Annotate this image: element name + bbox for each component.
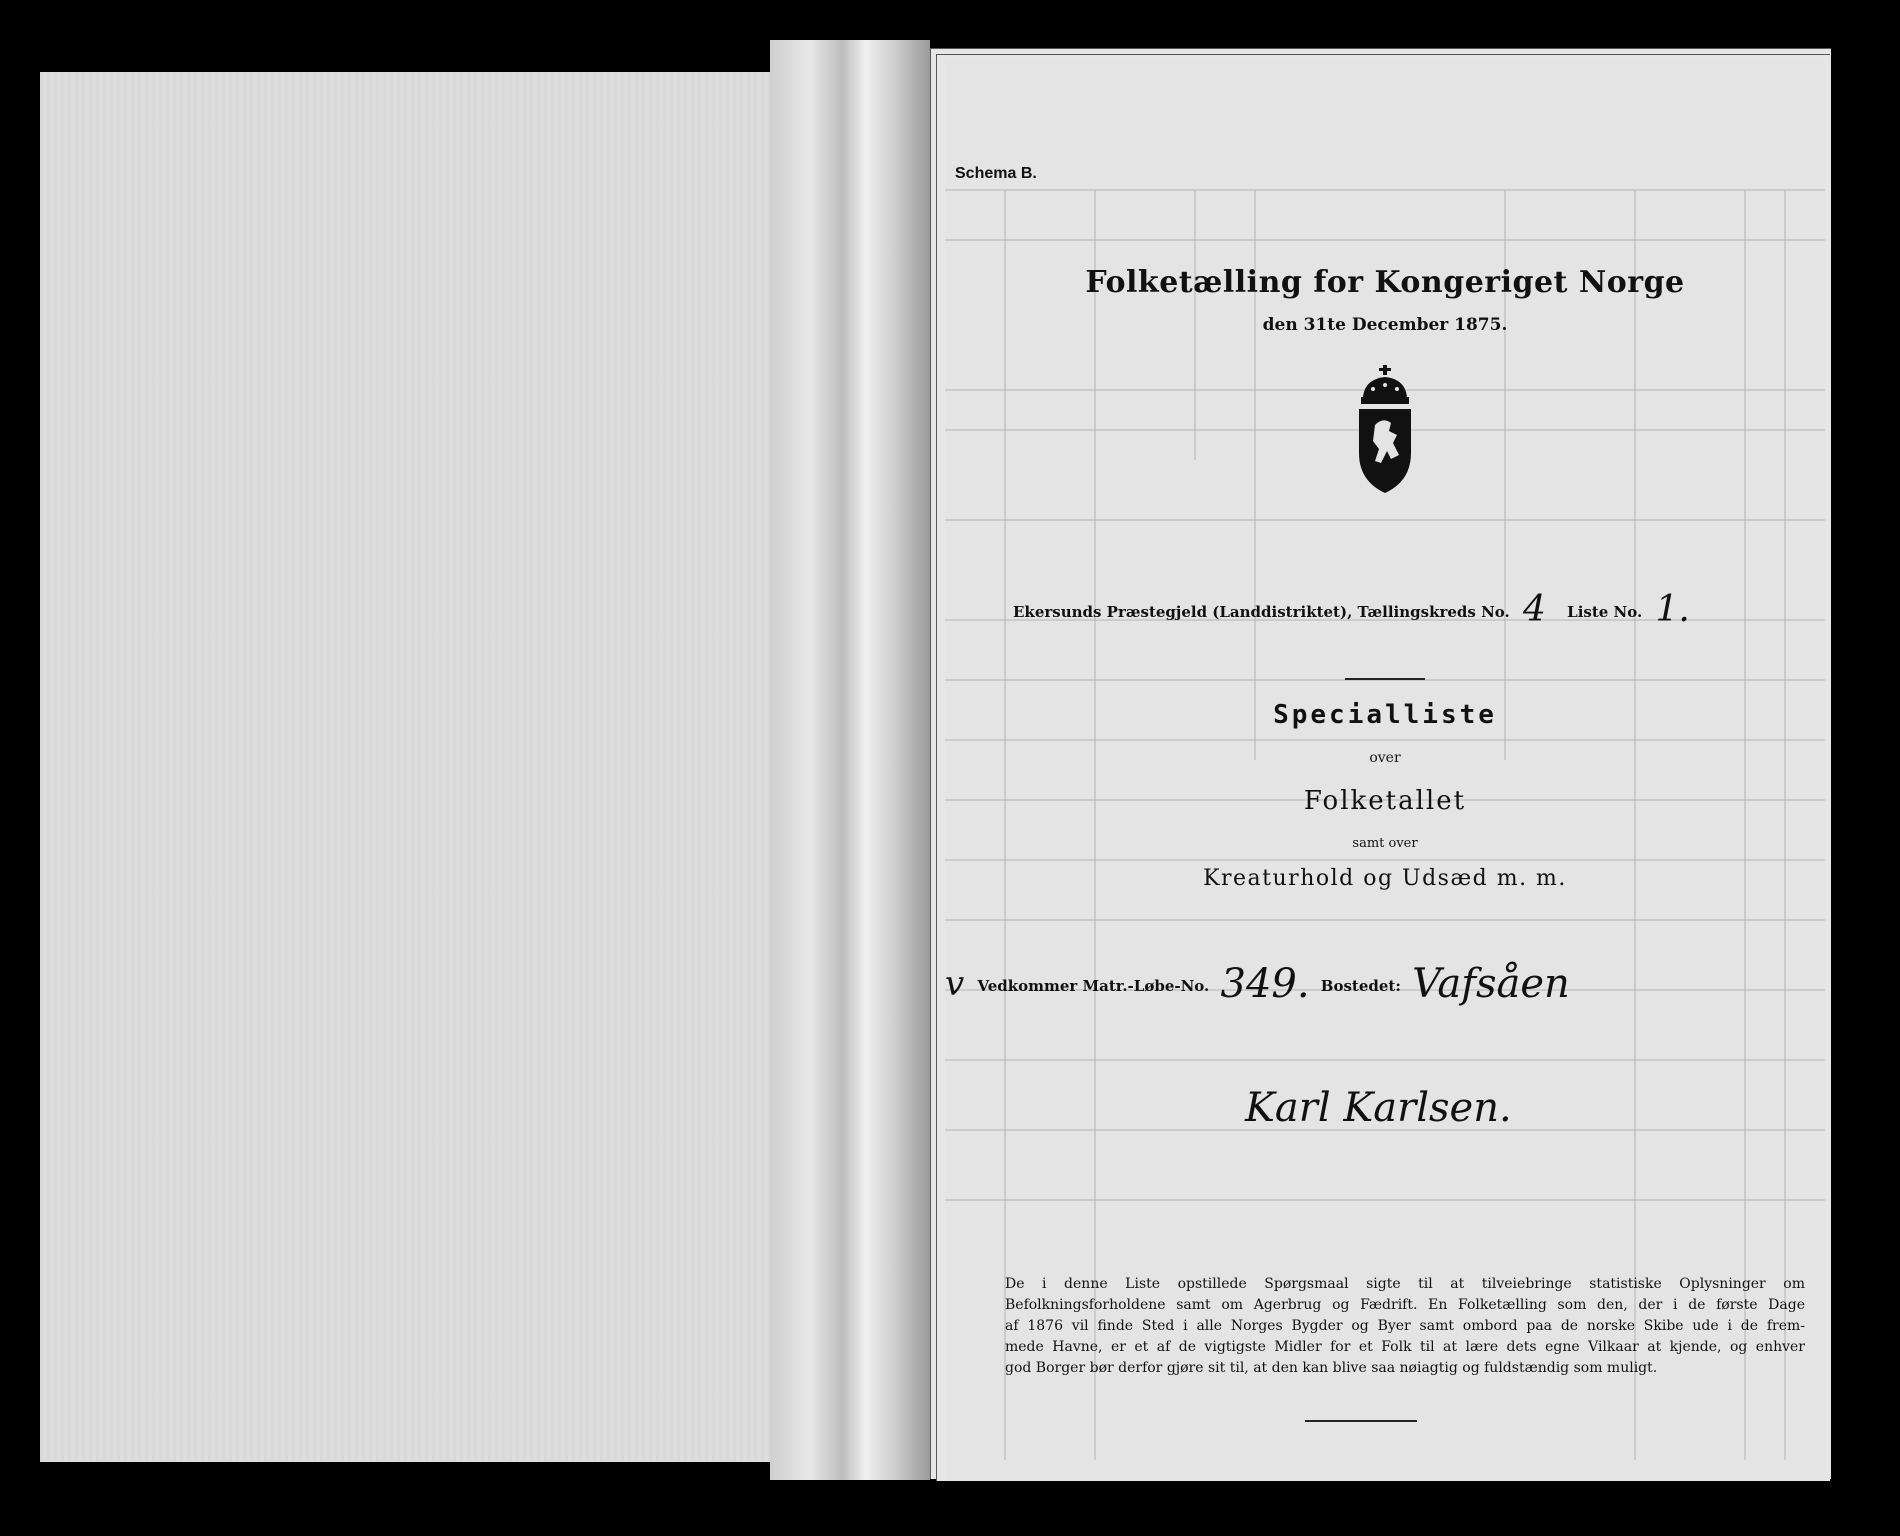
- specialliste-heading: Specialliste: [1273, 700, 1497, 730]
- owner-name-handwritten: Karl Karlsen.: [1245, 1085, 1512, 1131]
- divider-line: [1345, 678, 1425, 680]
- liste-label: Liste No.: [1567, 603, 1643, 621]
- matr-number-handwritten: 349.: [1220, 961, 1310, 1007]
- liste-number-handwritten: 1.: [1655, 589, 1690, 630]
- bosted-label: Bostedet:: [1320, 977, 1401, 995]
- samt-over-text: samt over: [1352, 836, 1418, 851]
- blank-left-page: [40, 72, 770, 1462]
- kreds-number-handwritten: 4: [1523, 589, 1546, 630]
- coat-of-arms-emblem: [1353, 365, 1417, 495]
- property-line: [945, 955, 1576, 1007]
- bosted-handwritten: Vafsåen: [1412, 961, 1570, 1007]
- notice-line: De i denne Liste opstillede Spørgsmaal sigte til at tilveiebringe statistiske Oplysninger om: [1005, 1276, 1805, 1292]
- notice-paragraph: [1005, 1274, 1805, 1379]
- schema-label: Schema B.: [955, 165, 1037, 182]
- notice-line: af 1876 vil finde Sted i alle Norges Bygder og Byer samt ombord paa de norske Skibe ude i de frem-: [1005, 1318, 1805, 1334]
- notice-line: mede Havne, er et af de vigtigste Midler for et Folk til at lære dets egne Vilkaar at kjende, og enhver: [1005, 1339, 1805, 1355]
- matr-label: Vedkommer Matr.-Løbe-No.: [977, 977, 1210, 995]
- notice-line: god Borger bør derfor gjøre sit til, at den kan blive saa nøiagtig og fuldstændig som muligt.: [1005, 1360, 1658, 1376]
- district-line: [1013, 585, 1706, 630]
- folketallet-heading: Folketallet: [1303, 786, 1467, 816]
- book-spine: [770, 40, 930, 1480]
- divider-line: [1305, 1420, 1417, 1422]
- check-mark-handwritten: v: [945, 964, 965, 1004]
- notice-line: Befolkningsforholdene samt om Agerbrug og Fædrift. En Folketælling som den, der i de første Dage: [1005, 1297, 1805, 1313]
- over-text: over: [1369, 750, 1401, 766]
- form-date: den 31te December 1875.: [1262, 315, 1508, 335]
- form-title: Folketælling for Kongeriget Norge: [1085, 265, 1685, 300]
- kreaturhold-heading: Kreaturhold og Udsæd m. m.: [1203, 866, 1567, 891]
- parish-label: Ekersunds Præstegjeld (Landdistriktet), Tællingskreds No.: [1013, 603, 1510, 621]
- census-form-page: [945, 60, 1825, 1480]
